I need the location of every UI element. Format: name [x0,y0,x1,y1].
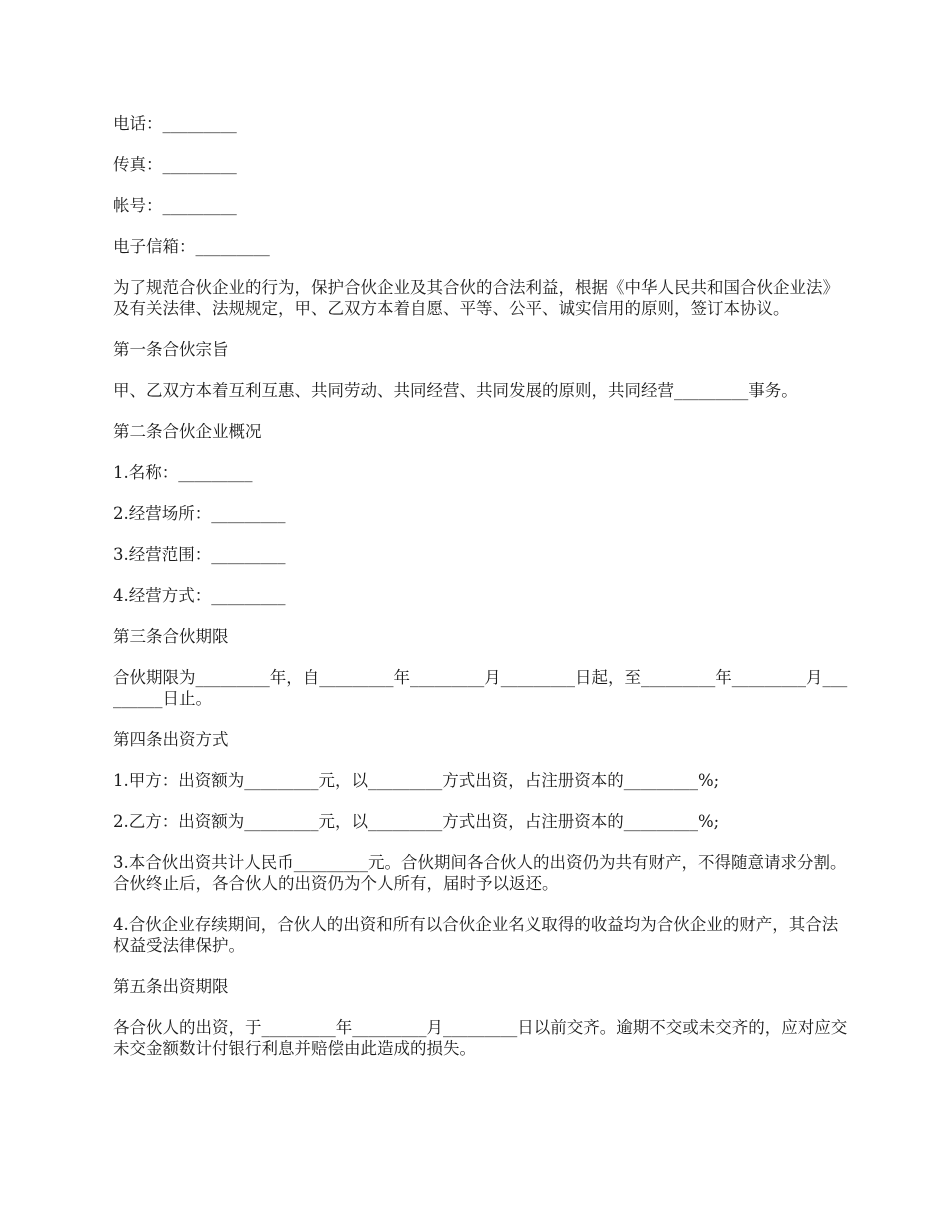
article-2-title: 第二条合伙企业概况 [113,422,262,441]
email-line: 电子信箱：_________ [113,237,270,256]
article-1-title: 第一条合伙宗旨 [113,340,229,359]
article-2-item-mode: 4.经营方式：_________ [113,586,286,605]
article-2-item-location: 2.经营场所：_________ [113,504,286,523]
article-5-text: 各合伙人的出资，于_________年_________月_________日以前交齐。逾期不交或未交齐的，应对应交未交金额数计付银行利息并赔偿由此造成的损失。 [113,1018,848,1058]
article-4-item-party-b: 2.乙方：出资额为_________元，以_________方式出资，占注册资本的_________%; [113,812,720,831]
document-page [113,113,848,1079]
article-4-item-total: 3.本合伙出资共计人民币_________元。合伙期间各合伙人的出资仍为共有财产，不得随意请求分割。合伙终止后，各合伙人的出资仍为个人所有，届时予以返还。 [113,853,847,893]
article-3-title: 第三条合伙期限 [113,627,229,646]
article-1-text: 甲、乙双方本着互利互惠、共同劳动、共同经营、共同发展的原则，共同经营_________事务。 [113,381,798,400]
account-line: 帐号：_________ [113,196,237,215]
preamble-paragraph: 为了规范合伙企业的行为，保护合伙企业及其合伙的合法利益，根据《中华人民共和国合伙企业法》及有关法律、法规规定，甲、乙双方本着自愿、平等、公平、诚实信用的原则，签订本协议。 [113,278,839,318]
article-4-title: 第四条出资方式 [113,730,229,749]
article-3-text: 合伙期限为_________年，自_________年_________月_________日起，至_________年_________月_________日止。 [113,668,848,708]
article-4-item-property: 4.合伙企业存续期间，合伙人的出资和所有以合伙企业名义取得的收益均为合伙企业的财产，其合法权益受法律保护。 [113,915,839,955]
article-2-item-scope: 3.经营范围：_________ [113,545,286,564]
article-4-item-party-a: 1.甲方：出资额为_________元，以_________方式出资，占注册资本的_________%; [113,771,720,790]
article-5-title: 第五条出资期限 [113,977,229,996]
phone-line: 电话：_________ [113,114,237,133]
fax-line: 传真：_________ [113,155,237,174]
article-2-item-name: 1.名称：_________ [113,463,253,482]
